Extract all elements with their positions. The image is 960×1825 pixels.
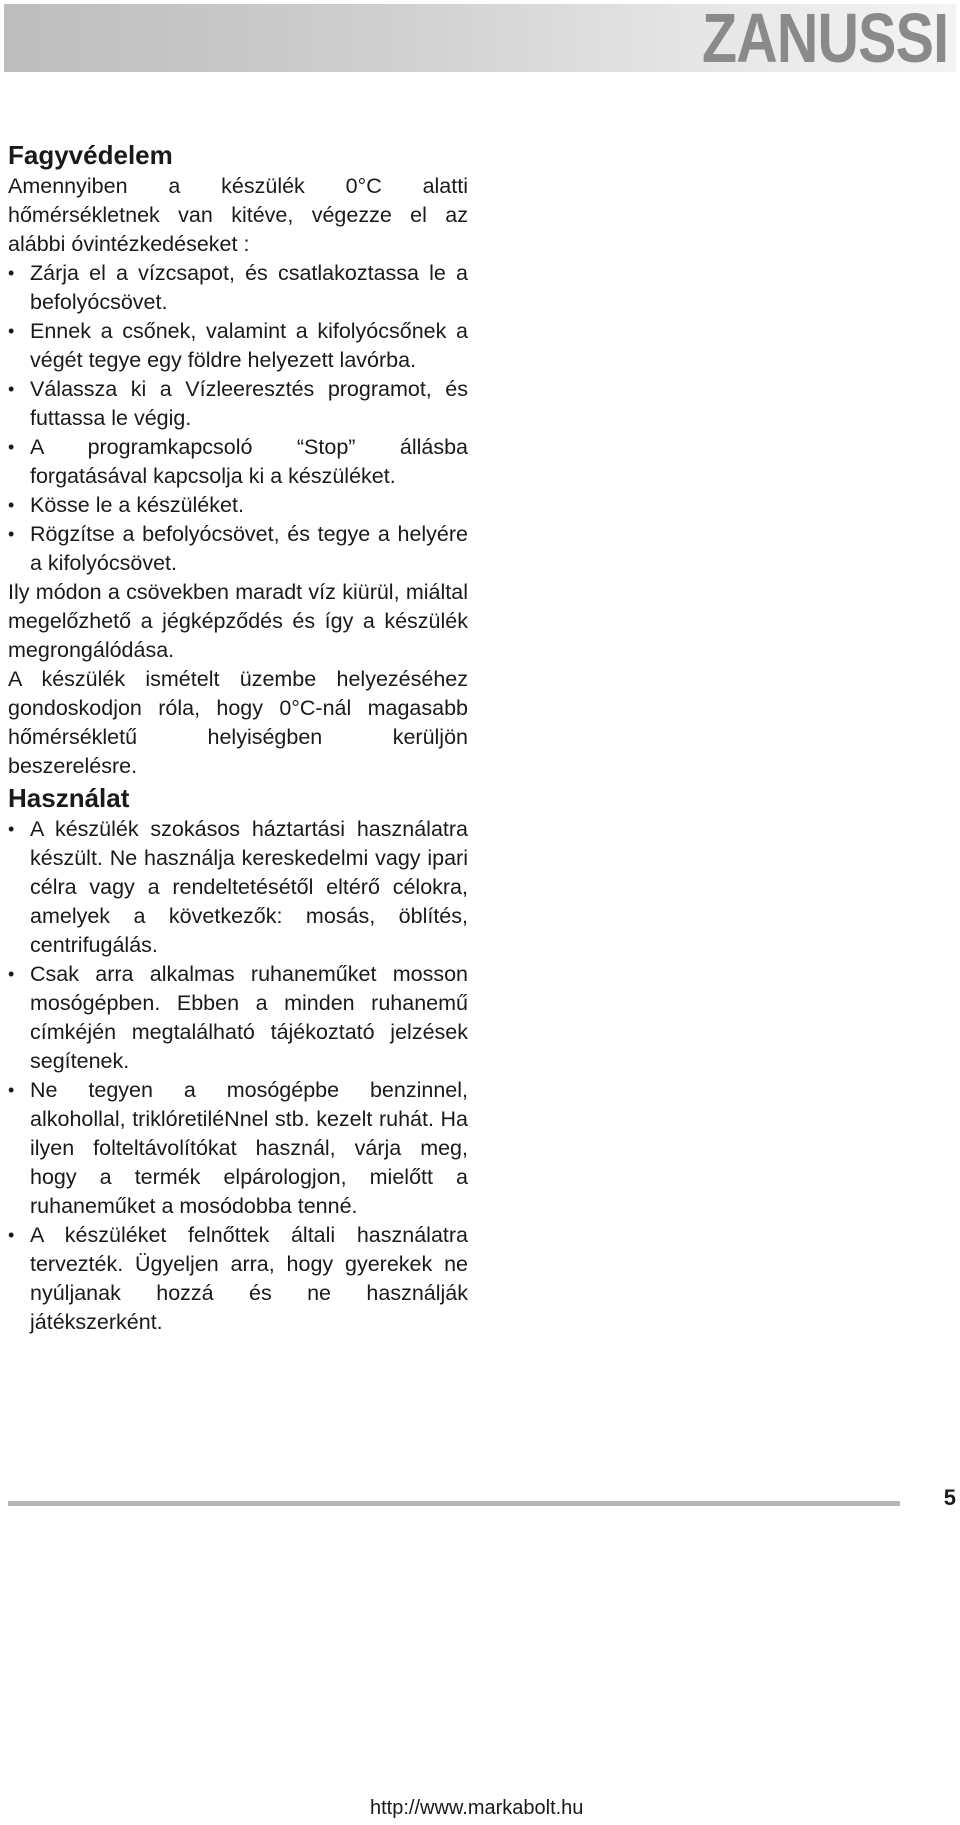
frost-reinstall-paragraph: A készülék ismételt üzembe helyezéséhez gondoskodjon róla, hogy 0°C-nál magasabb hőmérsékletű helyiségben kerüljön beszerelésre. — [8, 667, 468, 778]
list-item — [8, 433, 468, 491]
list-item-text: Ne tegyen a mosógépbe benzinnel, alkohollal, triklóretiléNnel stb. kezelt ruhát. Ha ilyen folteltávolítókat használ, várja meg, hogy a termék elpárologjon, mielőtt a ruhaneműket a mosódobba tenné. — [30, 1078, 468, 1218]
list-item-text: A készüléket felnőttek általi használatra tervezték. Ügyeljen arra, hogy gyerekek ne nyúljanak hozzá és ne használják játékszerként. — [30, 1223, 468, 1334]
bullet-icon: • — [8, 437, 15, 457]
bullet-icon: • — [8, 1080, 15, 1100]
list-item-text: Zárja el a vízcsapot, és csatlakoztassa le a befolyócsövet. — [30, 261, 468, 314]
list-item-text: A készülék szokásos háztartási használatra készült. Ne használja kereskedelmi vagy ipari célra vagy a rendeltetésétől eltérő célokra, amelyek a következők: mosás, öblítés, centrifugálás. — [30, 817, 468, 957]
footer-url: http://www.markabolt.hu — [370, 1797, 584, 1819]
list-item-text: Kösse le a készüléket. — [30, 493, 244, 517]
page-content — [8, 138, 468, 1337]
footer-divider — [8, 1501, 900, 1506]
list-item — [8, 520, 468, 578]
frost-steps-list — [8, 259, 468, 578]
list-item-text: Rögzítse a befolyócsövet, és tegye a helyére a kifolyócsövet. — [30, 522, 468, 575]
list-item-text: Ennek a csőnek, valamint a kifolyócsőnek a végét tegye egy földre helyezett lavórba. — [30, 319, 468, 372]
bullet-icon: • — [8, 1225, 15, 1245]
list-item — [8, 259, 468, 317]
usage-list — [8, 815, 468, 1337]
bullet-icon: • — [8, 524, 15, 544]
list-item-text: Csak arra alkalmas ruhaneműket mosson mosógépben. Ebben a minden ruhanemű címkéjén megtalálható tájékoztató jelzések segítenek. — [30, 962, 468, 1073]
bullet-icon: • — [8, 263, 15, 283]
list-item — [8, 1076, 468, 1221]
bullet-icon: • — [8, 495, 15, 515]
list-item — [8, 317, 468, 375]
section-title-frost-protection: Fagyvédelem — [8, 140, 173, 170]
bullet-icon: • — [8, 379, 15, 399]
bullet-icon: • — [8, 964, 15, 984]
page-number: 5 — [943, 1485, 956, 1510]
bullet-icon: • — [8, 321, 15, 341]
frost-intro-paragraph: Amennyiben a készülék 0°C alatti hőmérsékletnek van kitéve, végezze el az alábbi óvintézkedéseket : — [8, 174, 468, 256]
list-item — [8, 375, 468, 433]
section-title-usage: Használat — [8, 783, 130, 813]
list-item — [8, 815, 468, 960]
bullet-icon: • — [8, 819, 15, 839]
brand-logo: ZANUSSI — [701, 0, 948, 77]
list-item-text: A programkapcsoló “Stop” állásba forgatásával kapcsolja ki a készüléket. — [30, 435, 468, 488]
list-item-text: Válassza ki a Vízleeresztés programot, és futtassa le végig. — [30, 377, 468, 430]
list-item — [8, 1221, 468, 1337]
header-bar — [4, 0, 956, 77]
list-item — [8, 491, 468, 520]
list-item — [8, 960, 468, 1076]
frost-drain-paragraph: Ily módon a csövekben maradt víz kiürül, miáltal megelőzhető a jégképződés és így a készülék megrongálódása. — [8, 580, 468, 662]
